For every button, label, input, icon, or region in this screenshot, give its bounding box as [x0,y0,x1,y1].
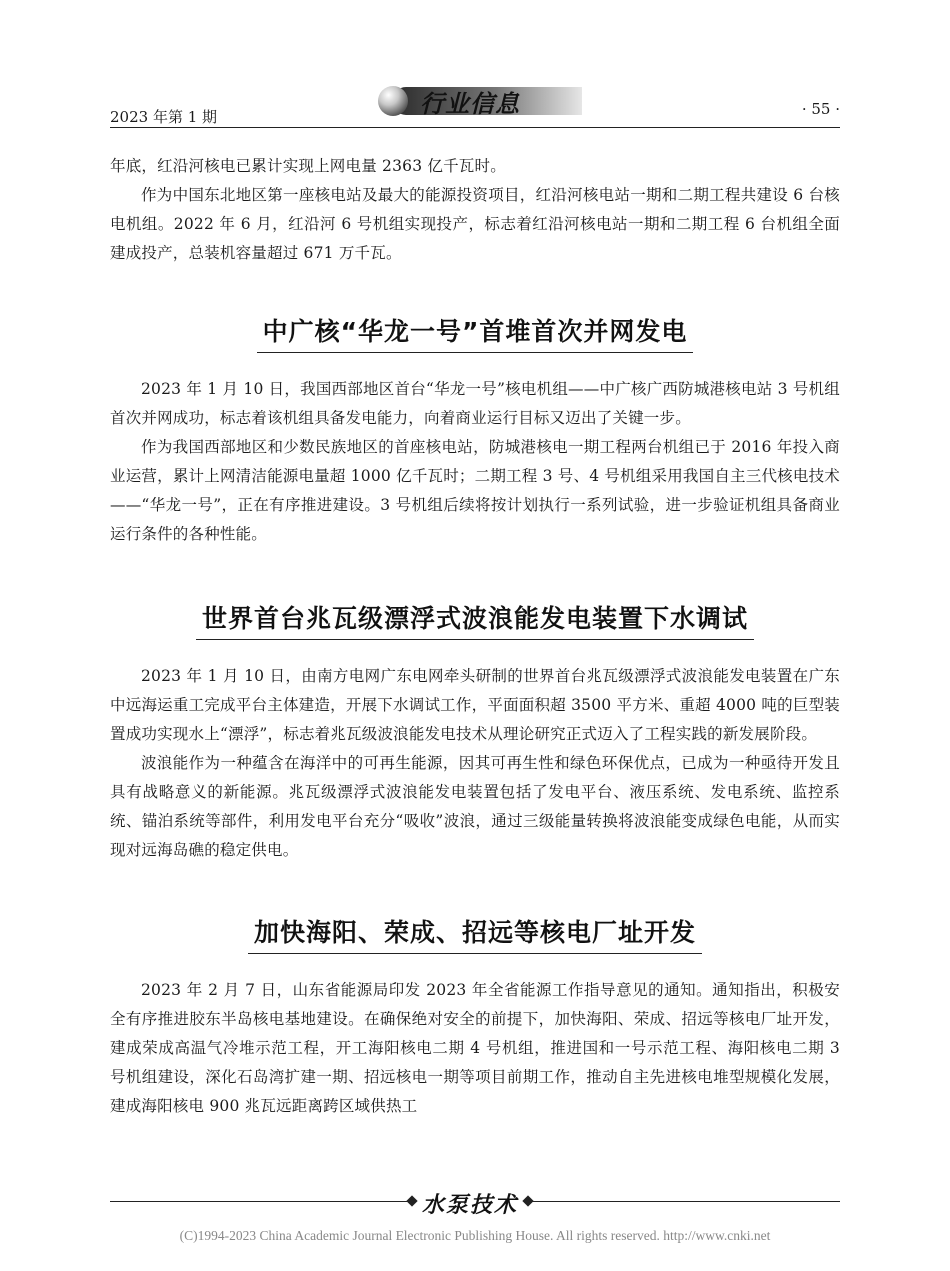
footer-rule-left [110,1201,410,1202]
section-heading-wrap [110,913,840,954]
page-number: · 55 · [801,100,840,118]
article-body [110,152,840,1121]
section-heading: 中广核“华龙一号”首堆首次并网发电 [257,312,694,353]
footer-rule-right [530,1201,840,1202]
paragraph: 年底，红沿河核电已累计实现上网电量 2363 亿千瓦时。 [110,157,506,175]
page-header [110,78,840,128]
section-title: 行业信息 [420,90,520,118]
paragraph: 波浪能作为一种蕴含在海洋中的可再生能源，因其可再生性和绿色环保优点，已成为一种亟待开发且具有战略意义的新能源。兆瓦级漂浮式波浪能发电装置包括了发电平台、液压系统、发电系统、监控系统、锚泊系统等部件，利用发电平台充分“吸收”波浪，通过三级能量转换将波浪能变成绿色电能，从而实现对远海岛礁的稳定供电。 [110,754,840,859]
paragraph: 2023 年 1 月 10 日，我国西部地区首台“华龙一号”核电机组——中广核广西防城港核电站 3 号机组首次并网成功，标志着该机组具备发电能力，向着商业运行目标又迈出了关键一步。 [110,380,840,427]
journal-logo: 水泵技术 [421,1192,518,1218]
paragraph: 作为我国西部地区和少数民族地区的首座核电站，防城港核电一期工程两台机组已于 2016 年投入商业运营，累计上网清洁能源电量超 1000 亿千瓦时；二期工程 3 号、4 号机组采用我国自主三代核电技术——“华龙一号”，正在有序推进建设。3 号机组后续将按计划执行一系列试验，进一步验证机组具备商业运行条件的各种性能。 [110,438,840,543]
header-rule [110,127,840,128]
sphere-icon [378,86,408,116]
section-heading: 加快海阳、荣成、招远等核电厂址开发 [248,913,702,954]
page-footer [110,1190,840,1218]
section-heading-wrap [110,312,840,353]
paragraph: 2023 年 2 月 7 日，山东省能源局印发 2023 年全省能源工作指导意见的通知。通知指出，积极安全有序推进胶东半岛核电基地建设。在确保绝对安全的前提下，加快海阳、荣成、招远等核电厂址开发，建成荣成高温气冷堆示范工程，开工海阳核电二期 4 号机组，推进国和一号示范工程、海阳核电二期 3 号机组建设，深化石岛湾扩建一期、招远核电一期等项目前期工作，推动自主先进核电堆型规模化发展，建成海阳核电 900 兆瓦远距离跨区域供热工 [110,981,840,1115]
copyright-notice: (C)1994-2023 China Academic Journal Electronic Publishing House. All rights reserved. http://www.cnki.net [179,1228,771,1243]
section-heading-wrap [110,599,840,640]
issue-label: 2023 年第 1 期 [110,108,218,126]
section-heading: 世界首台兆瓦级漂浮式波浪能发电装置下水调试 [196,599,754,640]
section-badge [378,84,588,118]
paragraph: 2023 年 1 月 10 日，由南方电网广东电网牵头研制的世界首台兆瓦级漂浮式波浪能发电装置在广东中远海运重工完成平台主体建造，开展下水调试工作，平面面积超 3500 平方米、重超 4000 吨的巨型装置成功实现水上“漂浮”，标志着兆瓦级波浪能发电技术从理论研究正式迈入了工程实践的新发展阶段。 [110,667,840,743]
paragraph: 作为中国东北地区第一座核电站及最大的能源投资项目，红沿河核电站一期和二期工程共建设 6 台核电机组。2022 年 6 月，红沿河 6 号机组实现投产，标志着红沿河核电站一期和二期工程 6 台机组全面建成投产，总装机容量超过 671 万千瓦。 [110,186,840,262]
